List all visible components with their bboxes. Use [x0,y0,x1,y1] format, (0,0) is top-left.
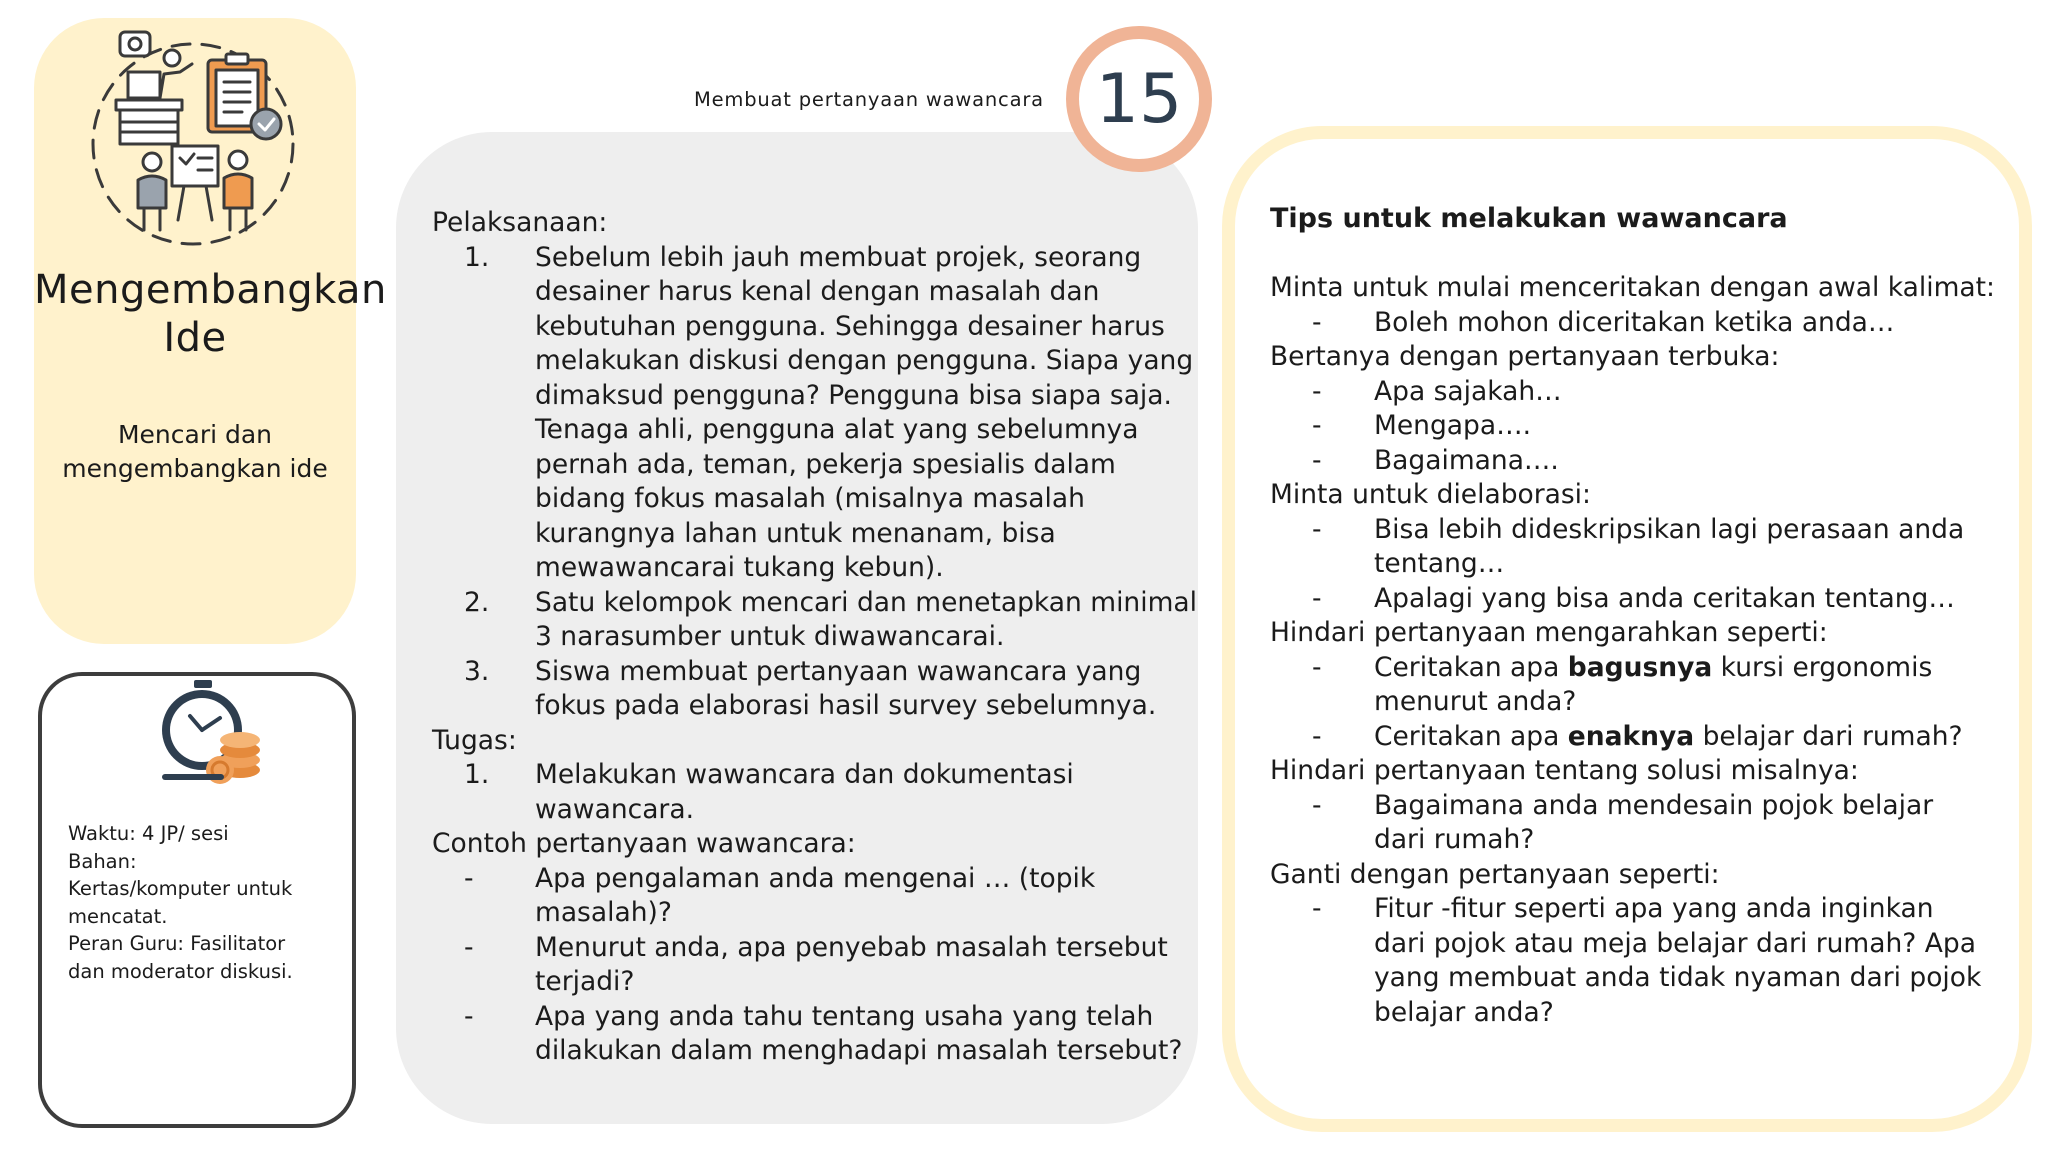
tips-item [1270,651,2010,686]
bullet-marker: - [1312,789,1322,821]
info-line: mencatat. [68,904,168,928]
stopwatch-coins-icon [156,678,266,784]
list-item-text: fokus pada elaborasi hasil survey sebelumnya. [535,690,1157,721]
team-planning-illustration [80,24,306,250]
tips-item-text: Mengapa…. [1374,410,1532,441]
tips-item [1270,444,2010,479]
tips-item-text: Apa sajakah… [1374,375,1562,407]
info-line: Bahan: [68,849,137,873]
list-item-text: Apa yang anda tahu tentang usaha yang telah [535,1000,1154,1032]
contoh-item-continuation [432,896,1192,931]
tips-content [1270,202,2010,1030]
tips-item-text: Fitur -fitur seperti apa yang anda inginkan [1374,893,1934,924]
tips-item [1270,375,2010,410]
idea-title [34,266,387,362]
info-line: dan moderator diskusi. [68,959,293,983]
list-marker: 3. [464,655,490,687]
list-item-text: mewawancarai tukang kebun). [535,552,944,583]
list-item-text: bidang fokus masalah (misalnya masalah [535,483,1085,514]
bullet-marker: - [1312,306,1322,338]
bullet-marker: - [1312,582,1322,614]
main-content [432,206,1198,1069]
tips-item-text: belajar anda? [1374,996,1554,1028]
tips-item-text: dari rumah? [1374,824,1535,855]
info-text [68,820,348,986]
tips-item-continuation [1270,996,2010,1031]
tips-item-continuation [1270,823,2010,858]
idea-subtitle-line1: Mencari dan [117,420,273,449]
contoh-item [432,862,1192,897]
pelaksanaan-heading: Pelaksanaan: [432,207,608,238]
step-item [432,241,1192,276]
idea-title-line2: Ide [163,315,227,361]
contoh-item-continuation [432,1034,1192,1069]
list-item-text: Melakukan wawancara dan dokumentasi [535,759,1074,790]
step-item-continuation [432,413,1192,448]
tips-item [1270,720,2010,755]
step-item-continuation [432,517,1192,552]
contoh-item [432,1000,1192,1035]
tips-heading: Bertanya dengan pertanyaan terbuka: [1270,341,1780,372]
tips-item [1270,789,2010,824]
list-marker: 1. [464,241,490,273]
step-item-continuation [432,344,1192,379]
step-item-continuation [432,310,1192,345]
tips-item-emphasis: bagusnya [1567,651,1713,683]
contoh-item-continuation [432,965,1192,1000]
tips-item-text: Bagaimana…. [1374,444,1559,476]
list-marker: 2. [464,586,490,618]
bullet-marker: - [1312,444,1322,476]
tips-item-text: Boleh mohon diceritakan ketika anda… [1374,306,1895,338]
tips-item-text: Ceritakan apa [1374,651,1568,683]
tips-item [1270,409,2010,444]
tips-heading: Hindari pertanyaan tentang solusi misalnya: [1270,755,1859,786]
tips-item [1270,582,2010,617]
tips-heading: Ganti dengan pertanyaan seperti: [1270,858,1720,890]
list-item-text: Menurut anda, apa penyebab masalah tersebut [535,931,1168,963]
step-item-continuation [432,379,1192,414]
list-item-text: kebutuhan pengguna. Sehingga desainer harus [535,310,1165,342]
list-item-text: masalah)? [535,897,672,928]
tips-item-continuation [1270,961,2010,996]
tugas-heading: Tugas: [432,724,517,756]
list-item-text: desainer harus kenal dengan masalah dan [535,276,1100,307]
tips-item [1270,892,2010,927]
idea-title-line1: Mengembangkan [34,267,387,313]
idea-subtitle [34,418,356,486]
bullet-marker: - [1312,893,1322,924]
list-item-text: melakukan diskusi dengan pengguna. Siapa yang [535,345,1194,376]
list-item-text: Satu kelompok mencari dan menetapkan minimal [535,586,1198,618]
tips-item-text: tentang… [1374,548,1505,579]
tips-item-text: Ceritakan apa [1374,720,1568,752]
step-item-continuation [432,620,1192,655]
bullet-marker: - [1312,720,1322,752]
contoh-heading: Contoh pertanyaan wawancara: [432,828,856,859]
tips-item-continuation [1270,547,2010,582]
step-item-continuation [432,551,1192,586]
step-item-continuation [432,275,1192,310]
list-item-text: 3 narasumber untuk diwawancarai. [535,621,1005,652]
tips-item-text: kursi ergonomis [1712,651,1933,683]
list-item-text: Apa pengalaman anda mengenai … (topik [535,862,1096,894]
list-item-text: wawancara. [535,793,694,825]
tips-item-continuation [1270,685,2010,720]
list-marker: - [464,862,474,894]
tips-item-text: menurut anda? [1374,686,1577,717]
tips-heading: Minta untuk dielaborasi: [1270,479,1591,510]
list-item-text: terjadi? [535,966,635,997]
bullet-marker: - [1312,410,1322,441]
tips-heading: Hindari pertanyaan mengarahkan seperti: [1270,617,1828,648]
tips-item-continuation [1270,927,2010,962]
header-label: Membuat pertanyaan wawancara [694,88,1044,111]
idea-subtitle-line2: mengembangkan ide [62,454,328,483]
tips-item-text: Bisa lebih dideskripsikan lagi perasaan anda [1374,513,1965,545]
bullet-marker: - [1312,651,1322,683]
contoh-item [432,931,1192,966]
bullet-marker: - [1312,513,1322,545]
list-item-text: Sebelum lebih jauh membuat projek, seorang [535,241,1142,273]
info-line: Waktu: 4 JP/ sesi [68,822,229,845]
list-item-text: dimaksud pengguna? Pengguna bisa siapa saja. [535,379,1172,411]
tips-item-text: Apalagi yang bisa anda ceritakan tentang… [1374,582,1955,614]
tips-item [1270,513,2010,548]
slide-number-badge [1066,26,1212,172]
tips-heading: Minta untuk mulai menceritakan dengan awal kalimat: [1270,272,1995,303]
info-line: Kertas/komputer untuk [68,877,293,901]
step-item-continuation [432,482,1192,517]
list-item-text: Tenaga ahli, pengguna alat yang sebelumnya [535,414,1139,445]
step-item [432,655,1192,690]
tips-item-text: Bagaimana anda mendesain pojok belajar [1374,789,1934,821]
list-marker: - [464,931,474,963]
step-item [432,586,1198,621]
info-line: Peran Guru: Fasilitator [68,932,286,956]
tugas-item-continuation [432,793,1192,828]
tips-title: Tips untuk melakukan wawancara [1270,203,1788,234]
tips-item-text: yang membuat anda tidak nyaman dari pojok [1374,962,1982,993]
tips-item-text: dari pojok atau meja belajar dari rumah? Apa [1374,927,1976,959]
list-item-text: dilakukan dalam menghadapi masalah tersebut? [535,1035,1183,1066]
slide-number: 15 [1095,59,1183,139]
tips-item [1270,306,2010,341]
bullet-marker: - [1312,375,1322,407]
list-marker: - [464,1000,474,1032]
tips-item-text: belajar dari rumah? [1694,720,1963,752]
tips-item-emphasis: enaknya [1567,720,1695,752]
list-marker: 1. [464,759,490,790]
tugas-item [432,758,1192,793]
step-item-continuation [432,689,1192,724]
step-item-continuation [432,448,1192,483]
list-item-text: pernah ada, teman, pekerja spesialis dalam [535,448,1116,480]
list-item-text: kurangnya lahan untuk menanam, bisa [535,517,1056,549]
list-item-text: Siswa membuat pertanyaan wawancara yang [535,655,1142,687]
